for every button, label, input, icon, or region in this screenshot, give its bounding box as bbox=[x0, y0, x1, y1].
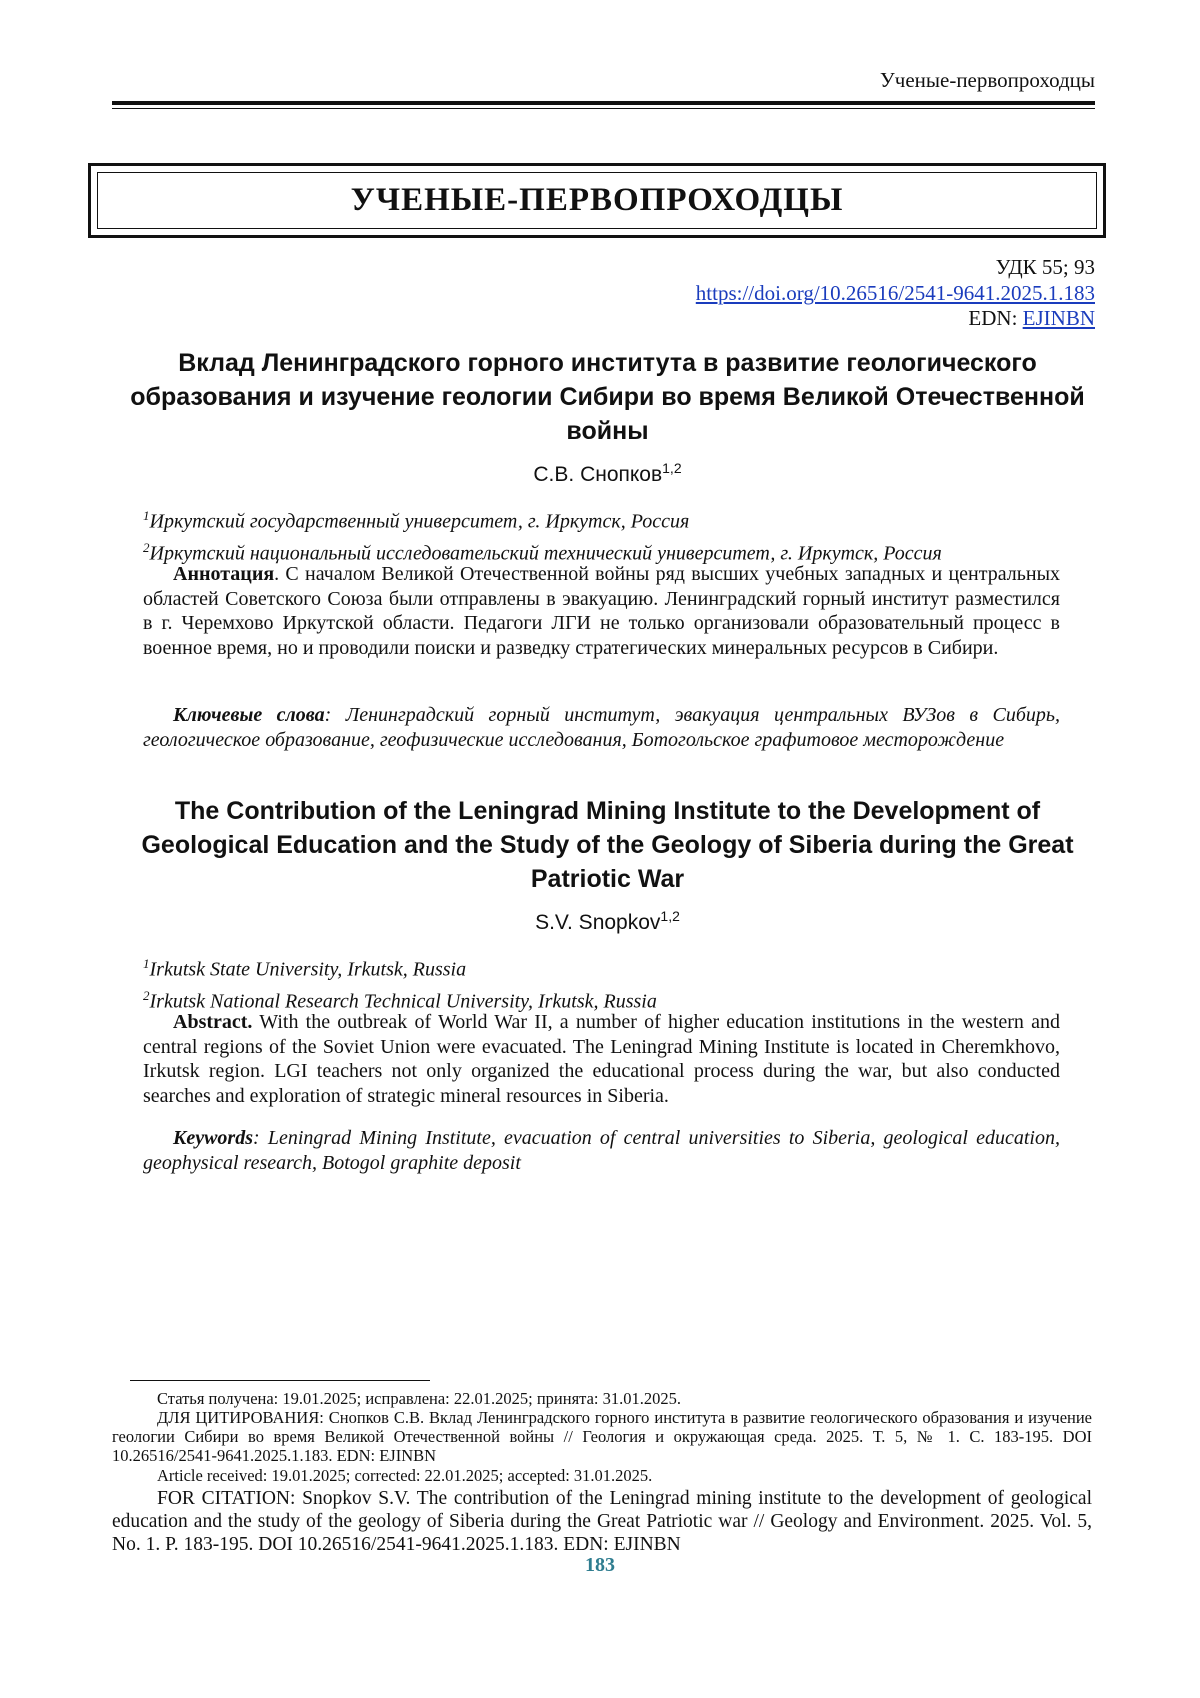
abstract-en-text: With the outbreak of World War II, a number of higher education institutions in the western and central regions of the Soviet Union were evacuated. The Leningrad Mining Institute is located in Cheremkhovo, Irkutsk region. LGI teachers not only organized the educational process during the war, but also conducted searches and exploration of strategic mineral resources in Siberia. bbox=[143, 1011, 1060, 1107]
keywords-ru bbox=[143, 703, 1060, 752]
header-rule bbox=[112, 101, 1095, 105]
keywords-en-text: : Leningrad Mining Institute, evacuation of central universities to Siberia, geological education, geophysical research, Botogol graphite deposit bbox=[143, 1127, 1060, 1174]
abstract-en-label: Abstract. bbox=[173, 1011, 253, 1033]
received-dates-en: Article received: 19.01.2025; corrected: 22.01.2025; accepted: 31.01.2025. bbox=[157, 1466, 653, 1485]
affiliation-ru-1 bbox=[143, 503, 1103, 535]
section-banner-inner bbox=[97, 172, 1097, 229]
section-banner bbox=[88, 163, 1106, 238]
affiliation-number: 1 bbox=[143, 956, 150, 971]
abstract-en bbox=[143, 1010, 1060, 1108]
keywords-ru-label: Ключевые слова bbox=[173, 704, 325, 726]
udk: УДК 55; 93 bbox=[995, 255, 1095, 279]
keywords-en-label: Keywords bbox=[173, 1127, 253, 1149]
header-rule-thin bbox=[112, 108, 1095, 109]
doi-link[interactable]: https://doi.org/10.26516/2541-9641.2025.1.183 bbox=[695, 281, 1095, 305]
affiliation-number: 2 bbox=[143, 987, 150, 1003]
affiliations-ru bbox=[143, 503, 1103, 566]
running-head: Ученые-первопроходцы bbox=[879, 68, 1095, 92]
footnote-rule bbox=[130, 1380, 430, 1381]
article-title-ru: Вклад Ленинградского горного института в развитие геологического образования и изучение геологии Сибири во время Великой Отечественной войны bbox=[130, 349, 1085, 445]
abstract-ru-label: Аннотация bbox=[173, 563, 275, 585]
citation-ru: ДЛЯ ЦИТИРОВАНИЯ: Снопков С.В. Вклад Ленинградского горного института в развитие геологического образования и изучение геологии Сибири во время Великой Отечественной войны // Геология и окружающая среда. 2025. Т. 5, № 1. С. 183-195. DOI 10.26516/2541-9641.2025.1.183. EDN: EJINBN bbox=[112, 1408, 1092, 1465]
page-number: 183 bbox=[585, 1554, 615, 1576]
affiliation-en-1 bbox=[143, 951, 1103, 983]
article-title-en: The Contribution of the Leningrad Mining Institute to the Development of Geological Education and the Study of the Geology of Siberia during the Great Patriotic War bbox=[141, 797, 1074, 893]
author-en-affil-marks: 1,2 bbox=[660, 908, 680, 924]
author-ru-name: С.В. Снопков bbox=[533, 463, 663, 486]
affiliation-text: Иркутский государственный университет, г. Иркутск, Россия bbox=[149, 510, 690, 533]
doi-line bbox=[696, 281, 1095, 306]
abstract-ru bbox=[143, 562, 1060, 660]
keywords-ru-text: : Ленинградский горный институт, эвакуация центральных ВУЗов в Сибирь, геологическое образование, геофизические исследования, Ботогольское графитовое месторождение bbox=[143, 704, 1060, 751]
affiliation-text: Irkutsk State University, Irkutsk, Russia bbox=[149, 958, 467, 981]
citation-en: FOR CITATION: Snopkov S.V. The contribution of the Leningrad mining institute to the development of geological education and the study of the geology of Siberia during the Great Patriotic war // Geology and Environment. 2025. Vol. 5, No. 1. P. 183-195. DOI 10.26516/2541-9641.2025.1.183. EDN: EJINBN bbox=[112, 1488, 1092, 1555]
affiliation-number: 1 bbox=[143, 508, 150, 523]
edn-line bbox=[968, 306, 1095, 331]
author-en-name: S.V. Snopkov bbox=[535, 911, 661, 934]
affiliation-text: Irkutsk National Research Technical University, Irkutsk, Russia bbox=[149, 990, 657, 1013]
abstract-ru-text: . С началом Великой Отечественной войны ряд высших учебных западных и центральных областей Советского Союза были отправлены в эвакуацию. Ленинградский горный институт разместился в г. Черемхово Иркутской области. Педагоги ЛГИ не только организовали образовательный процесс в военное время, но и проводили поиски и разведку стратегических минеральных ресурсов в Сибири. bbox=[143, 563, 1060, 659]
author-ru-affil-marks: 1,2 bbox=[662, 460, 682, 476]
affiliation-text: Иркутский национальный исследовательский технический университет, г. Иркутск, Россия bbox=[149, 542, 942, 565]
author-ru bbox=[120, 460, 1095, 487]
edn-label: EDN: bbox=[968, 306, 1023, 330]
received-dates-ru: Статья получена: 19.01.2025; исправлена: 22.01.2025; принята: 31.01.2025. bbox=[157, 1389, 681, 1408]
edn-link[interactable]: EJINBN bbox=[1022, 306, 1095, 330]
keywords-en bbox=[143, 1126, 1060, 1175]
affiliations-en bbox=[143, 951, 1103, 1014]
author-en bbox=[120, 908, 1095, 935]
affiliation-number: 2 bbox=[143, 539, 150, 555]
section-title: УЧЕНЫЕ-ПЕРВОПРОХОДЦЫ bbox=[350, 182, 844, 218]
